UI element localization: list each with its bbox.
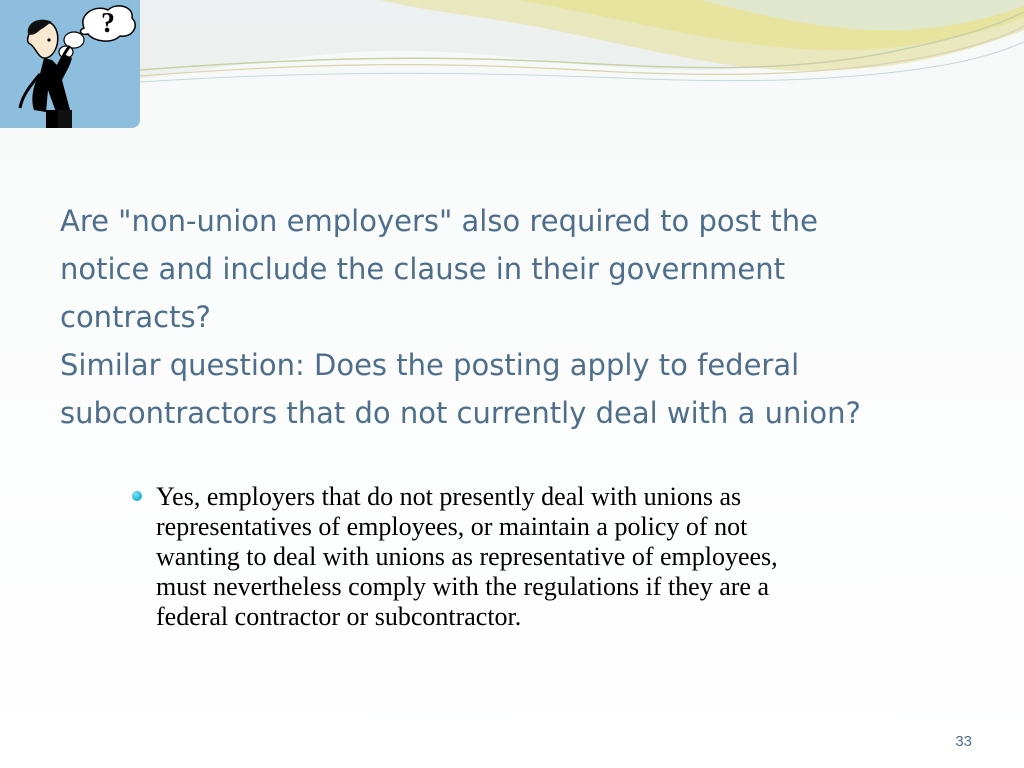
question-mark-icon: ? <box>101 8 115 39</box>
bullet-line: federal contractor or subcontractor. <box>156 602 522 631</box>
bullet-line: must nevertheless comply with the regulations if they are a <box>156 572 769 601</box>
decorative-waves <box>0 0 1024 110</box>
title-line: Similar question: Does the posting apply to federal <box>60 348 800 382</box>
list-item <box>128 482 968 632</box>
bullet-text <box>156 482 968 632</box>
bullet-line: representatives of employees, or maintain a policy of not <box>156 512 748 541</box>
title-line: notice and include the clause in their government <box>60 252 785 286</box>
title-line: Are "non-union employers" also required to post the <box>60 204 818 238</box>
title-line: subcontractors that do not currently deal with a union? <box>60 396 861 430</box>
title-line: contracts? <box>60 300 211 334</box>
slide-title <box>60 197 990 437</box>
slide-number: 33 <box>955 733 972 750</box>
bullet-line: wanting to deal with unions as representative of employees, <box>156 542 778 571</box>
bullet-list <box>128 482 968 632</box>
bullet-icon <box>132 491 142 501</box>
thinking-person-clipart <box>0 0 140 128</box>
bullet-line: Yes, employers that do not presently deal with unions as <box>156 482 742 511</box>
